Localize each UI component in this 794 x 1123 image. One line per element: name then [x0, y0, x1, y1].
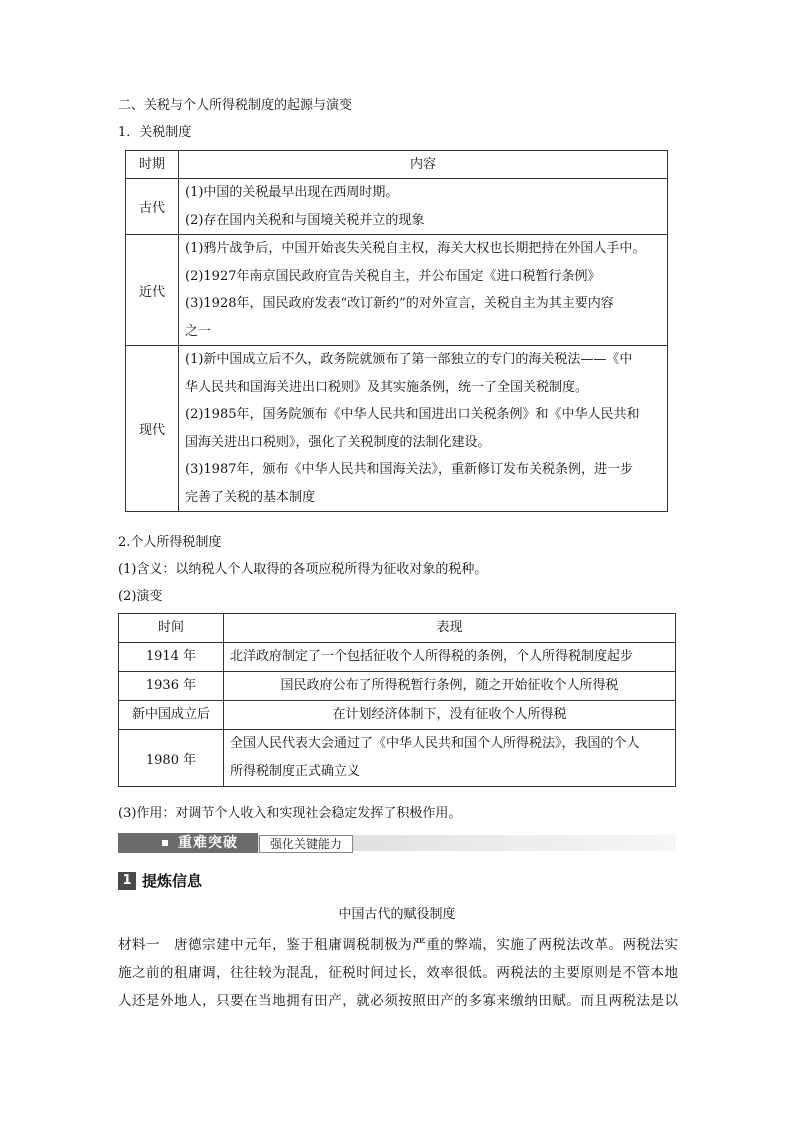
content-line: (2)存在国内关税和与国境关税并立的现象	[185, 212, 425, 228]
item-evolution: (2)演变	[118, 589, 163, 604]
square-bullet-icon	[162, 840, 168, 846]
time-cell: 1914 年	[119, 643, 224, 672]
section-label: 提炼信息	[142, 872, 203, 890]
table-row	[119, 672, 676, 701]
section-number-badge: 1	[118, 872, 136, 890]
table-row	[119, 701, 676, 730]
table-row	[126, 179, 668, 235]
table-header: 时间	[119, 614, 224, 643]
detail-cell: 国民政府公布了所得税暂行条例，随之开始征收个人所得税	[224, 672, 676, 701]
section-heading: 二、关税与个人所得税制度的起源与演变	[118, 98, 353, 113]
section-banner	[118, 833, 676, 853]
period-cell: 现代	[126, 346, 179, 512]
banner-title: 重难突破	[178, 835, 238, 851]
table-row	[119, 643, 676, 672]
detail-cell: 北洋政府制定了一个包括征收个人所得税的条例，个人所得税制度起步	[224, 643, 676, 672]
material-line	[118, 936, 678, 954]
content-line: 华人民共和国海关进出口税则》及其实施条例，统一了全国关税制度。	[185, 379, 589, 395]
income-tax-table	[118, 613, 676, 787]
material-line: 人还是外地人，只要在当地拥有田产，就必须按照田产的多寡来缴纳田赋。而且两税法是以	[118, 993, 678, 1009]
table-row	[119, 730, 676, 787]
content-line: 国海关进出口税则》，强化了关税制度的法制化建设。	[185, 434, 491, 450]
material-label: 材料一	[118, 937, 161, 953]
tariff-table	[125, 150, 668, 512]
time-cell: 1936 年	[119, 672, 224, 701]
table-header: 时期	[126, 151, 179, 179]
time-cell: 1980 年	[119, 730, 224, 787]
table-header: 表现	[224, 614, 676, 643]
content-cell	[179, 346, 668, 512]
content-line: (1)中国的关税最早出现在西周时期。	[185, 185, 399, 200]
item-definition: (1)含义：以纳税人个人取得的各项应税所得为征收对象的税种。	[118, 562, 488, 577]
detail-cell: 在计划经济体制下，没有征收个人所得税	[224, 701, 676, 730]
content-cell	[179, 179, 668, 235]
time-cell: 新中国成立后	[119, 701, 224, 730]
content-line: (1)新中国成立后不久，政务院就颁布了第一部独立的专门的海关税法——《中	[185, 352, 633, 367]
table-header: 内容	[179, 151, 668, 179]
content-line: (3)1987年，颁布《中华人民共和国海关法》，重新修订发布关税条例，进一步	[185, 462, 633, 477]
material-title: 中国古代的赋役制度	[338, 907, 456, 922]
content-line: (2)1985年，国务院颁布《中华人民共和国进出口关税条例》和《中华人民共和	[185, 407, 640, 422]
material-line: 施之前的租庸调，往往较为混乱，征税时间过长，效率很低。两税法的主要原则是不管本地	[118, 965, 678, 981]
content-line: 完善了关税的基本制度	[185, 489, 316, 505]
material-text: 唐德宗建中元年，鉴于租庸调税制极为严重的弊端，实施了两税法改革。两税法实	[174, 937, 679, 953]
detail-line: 全国人民代表大会通过了《中华人民共和国个人所得税法》，我国的个人	[230, 736, 640, 751]
content-line: (3)1928年，国民政府发表“改订新约”的对外宣言，关税自主为其主要内容	[185, 296, 614, 311]
content-cell	[179, 235, 668, 346]
table-row	[126, 235, 668, 346]
subsection-title-tariff: 1．关税制度	[118, 125, 192, 140]
table-row	[126, 346, 668, 512]
item-function: (3)作用：对调节个人收入和实现社会稳定发挥了积极作用。	[118, 806, 462, 821]
period-cell: 近代	[126, 235, 179, 346]
period-cell: 古代	[126, 179, 179, 235]
detail-cell	[224, 730, 676, 787]
detail-line: 所得税制度正式确立义	[230, 764, 361, 779]
banner-tag: 强化关键能力	[259, 835, 353, 853]
content-line: 之一	[185, 323, 212, 339]
content-line: (2)1927年南京国民政府宣告关税自主，并公布国定《进口税暂行条例》	[185, 268, 601, 284]
content-line: (1)鸦片战争后，中国开始丧失关税自主权，海关大权也长期把持在外国人手中。	[185, 241, 646, 256]
subsection-title-income-tax: 2.个人所得税制度	[118, 535, 222, 550]
